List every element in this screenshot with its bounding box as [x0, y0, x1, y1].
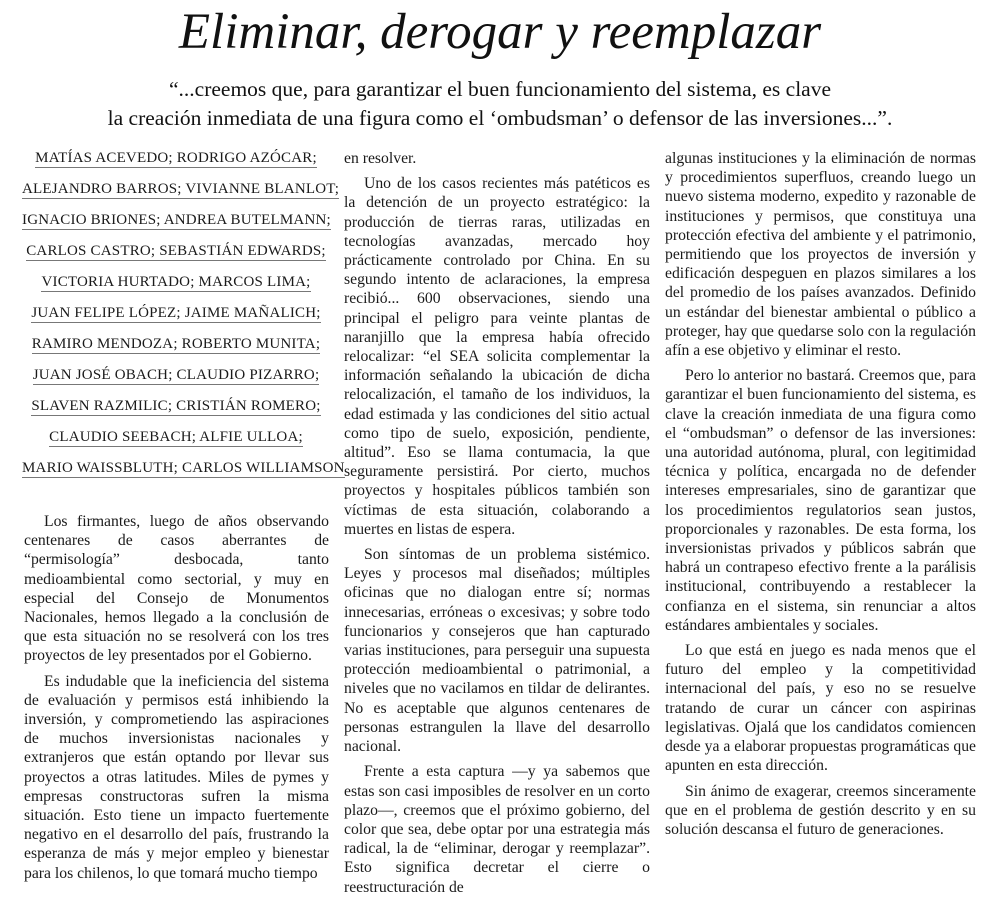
author-names: MARIO WAISSBLUTH; CARLOS WILLIAMSON	[22, 460, 345, 476]
author-names: VICTORIA HURTADO; MARCOS LIMA;	[41, 274, 311, 290]
author-names: SLAVEN RAZMILIC; CRISTIÁN ROMERO;	[31, 398, 321, 414]
pull-quote	[20, 75, 980, 133]
author-line	[22, 270, 330, 301]
body-paragraph: en resolver.	[344, 150, 417, 167]
pull-quote-line: la creación inmediata de una figura como el ‘ombudsman’ o defensor de las inversiones...”.	[107, 106, 893, 130]
author-line	[22, 394, 330, 425]
body-paragraph: algunas instituciones y la eliminación de normas y procedimientos superfluos, creando luego un nuevo sistema moderno, expedito y razonable de instituciones y permisos, que constituya una protección efectiva del ambiente y el patrimonio, permitiendo que los proyectos de inversión y edificación despeguen en plazos similares a los del promedio de los países avanzados. Definido un estándar del bienestar ambiental o público a proteger, hay que quedarse solo con la regulación afín a ese objetivo y eliminar el resto.	[665, 150, 976, 360]
author-line	[22, 146, 330, 177]
author-line	[22, 425, 330, 456]
author-names: JUAN FELIPE LÓPEZ; JAIME MAÑALICH;	[31, 305, 321, 321]
body-paragraph: Frente a esta captura —y ya sabemos que estas son casi imposibles de resolver en un corto plazo—, creemos que el próximo gobierno, del color que sea, debe optar por una estrategia más radical, la de “eliminar, derogar y reemplazar”. Esto significa decretar el cierre o reestructuración de	[344, 763, 650, 896]
body-paragraph: Uno de los casos recientes más patéticos es la detención de un proyecto estratégico: la producción de tierras raras, utilizadas en tecnologías avanzadas, mercado hoy prácticamente controlado por China. En su segundo intento de aclaraciones, la empresa recibió... 600 observaciones, siendo una principal el peligro para veinte plantas de naranjillo que la empresa había ofrecido relocalizar: “el SEA solicita complementar la información señalando la ubicación de dicha relocalización, el tamaño de los individuos, la edad estimada y las condiciones del sitio actual como tipo de suelo, exposición, pendiente, altitud”. Eso se llama contumacia, la que seguramente persistirá. Por cierto, muchos proyectos y hospitales públicos también son víctimas de esta situación, colaborando a muertes en listas de espera.	[344, 175, 650, 538]
body-column-2	[344, 149, 650, 903]
body-paragraph: Lo que está en juego es nada menos que el futuro del empleo y la competitividad internacional del país, y eso no se resuelve tratando de curar un cáncer con aspirinas legislativas. Ojalá que los candidatos comiencen desde ya a elaborar propuestas programáticas que apunten en esta dirección.	[665, 642, 977, 775]
body-column-1	[24, 512, 329, 889]
body-paragraph: Es indudable que la ineficiencia del sistema de evaluación y permisos está inhibiendo la inversión, y comprometiendo las aspiraciones de muchos inversionistas nacionales y extranjeros que están optando por llevar sus proyectos a otras latitudes. Miles de pymes y empresas constructoras sufren la misma situación. Esto tiene un impacto fuertemente negativo en el desarrollo del país, frustrando la esperanza de más y mejor empleo y bienestar para los chilenos, lo que tomará mucho tiempo	[24, 672, 329, 882]
author-names: ALEJANDRO BARROS; VIVIANNE BLANLOT;	[22, 181, 340, 197]
author-line	[22, 177, 340, 208]
pull-quote-line: “...creemos que, para garantizar el buen funcionamiento del sistema, es clave	[168, 77, 832, 101]
author-names: IGNACIO BRIONES; ANDREA BUTELMANN;	[22, 212, 331, 228]
author-names: MATÍAS ACEVEDO; RODRIGO AZÓCAR;	[35, 150, 317, 166]
body-paragraph: Pero lo anterior no bastará. Creemos que, para garantizar el buen funcionamiento del sistema, es clave la creación inmediata de una figura como el “ombudsman” o defensor de las inversiones: una autoridad autónoma, plural, con legitimidad técnica y política, encargada no de defender intereses empresariales, sino de garantizar que los procedimientos regulatorios sean justos, proporcionales y razonables. De esta forma, los inversionistas privados y públicos sabrán que habrá un contrapeso efectivo frente a la parálisis institucional, contribuyendo a restablecer la confianza en el sistema, sin renunciar a altos estándares ambientales y sociales.	[665, 367, 976, 634]
author-line	[22, 363, 330, 394]
author-line	[22, 332, 330, 363]
author-line	[22, 208, 330, 239]
author-names: RAMIRO MENDOZA; ROBERTO MUNITA;	[31, 336, 321, 352]
body-paragraph: Son síntomas de un problema sistémico. Leyes y procesos mal diseñados; múltiples oficinas que no dialogan entre sí; normas innecesarias, erróneas o excesivas; y sobre todo funcionarios y consejeros que han capturado varias instituciones, para perseguir una supuesta protección medioambiental o patrimonial, a niveles que no vacilamos en tildar de delirantes. No es aceptable que algunos centenares de personas estrangulen la llave del desarrollo nacional.	[344, 546, 650, 756]
body-column-3	[665, 149, 976, 845]
author-names: CARLOS CASTRO; SEBASTIÁN EDWARDS;	[26, 243, 326, 259]
body-paragraph: Sin ánimo de exagerar, creemos sinceramente que en el problema de gestión descrito y en su solución descansa el futuro de generaciones.	[665, 782, 976, 838]
author-line	[22, 456, 345, 487]
author-list	[22, 146, 345, 487]
article-title: Eliminar, derogar y reemplazar	[178, 4, 822, 60]
author-line	[22, 301, 330, 332]
body-paragraph: Los firmantes, luego de años observando centenares de casos aberrantes de “permisología” desbocada, tanto medioambiental como sectorial, y muy en especial del Consejo de Monumentos Nacionales, hemos llegado a la conclusión de que esta situación no se resolverá con los tres proyectos de ley presentados por el Gobierno.	[24, 513, 329, 665]
author-names: CLAUDIO SEEBACH; ALFIE ULLOA;	[49, 429, 303, 445]
author-names: JUAN JOSÉ OBACH; CLAUDIO PIZARRO;	[32, 367, 320, 383]
author-line	[22, 239, 330, 270]
